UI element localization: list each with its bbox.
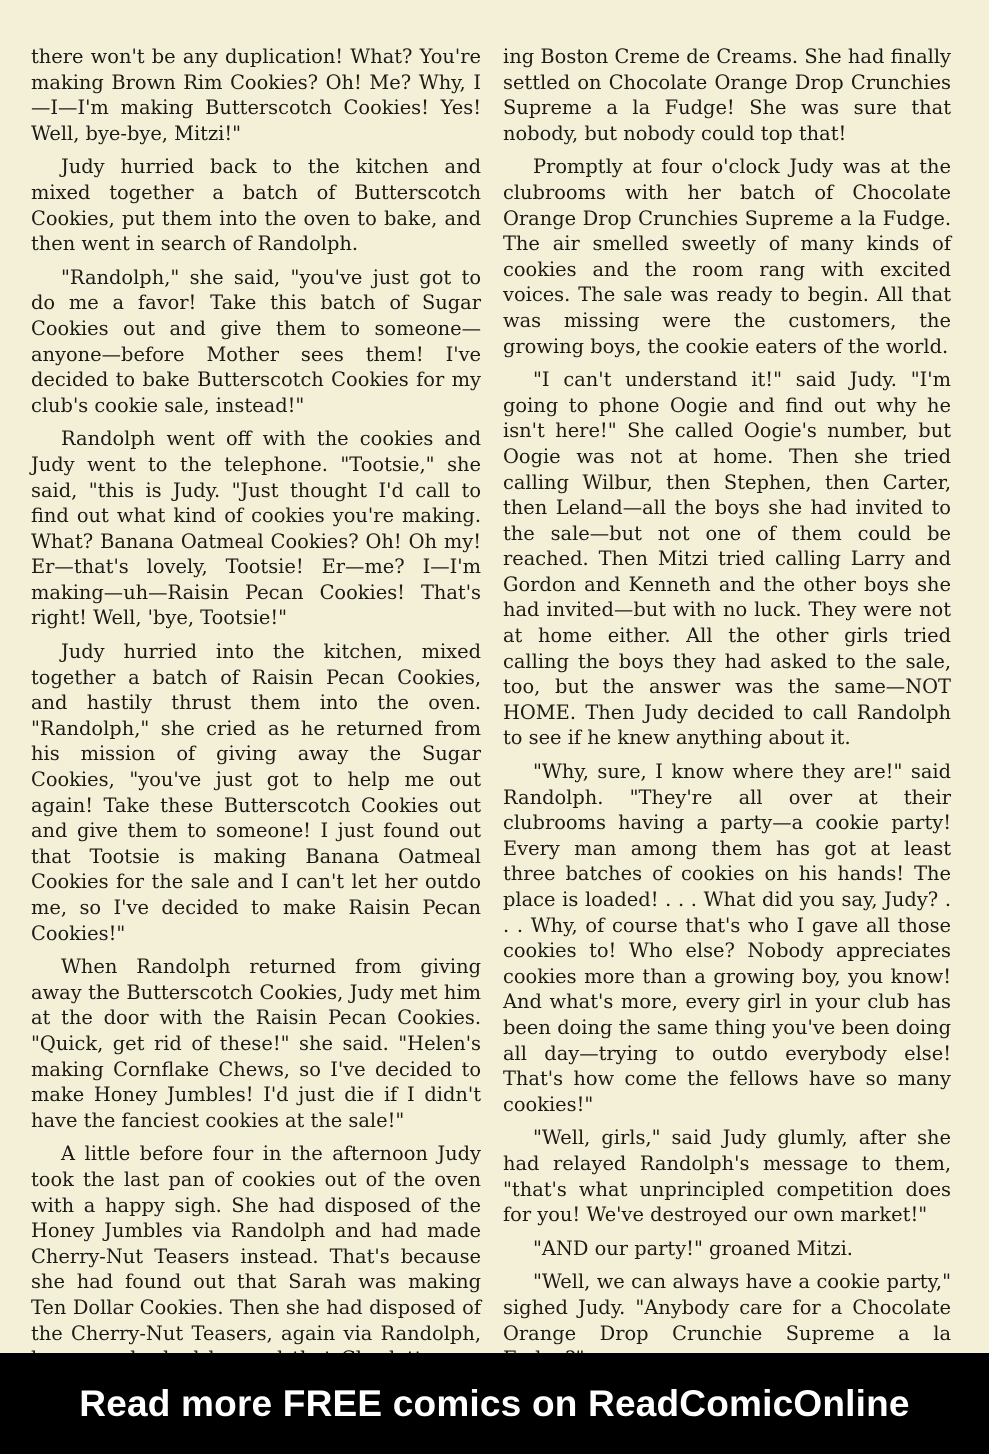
paragraph: Judy hurried back to the kitchen and mixed together a batch of Butterscotch Cookies, put them into the oven to bake, and then went in search of Randolph. xyxy=(31,155,481,256)
footer-banner[interactable] xyxy=(0,1353,989,1454)
footer-link-text[interactable]: Read more FREE comics on ReadComicOnline xyxy=(79,1382,910,1424)
paragraph: "Well, girls," said Judy glumly, after she had relayed Randolph's message to them, "that's what unprincipled competition does for you! We've destroyed our own market!" xyxy=(503,1126,951,1227)
paragraph: Judy hurried into the kitchen, mixed together a batch of Raisin Pecan Cookies, and hastily thrust them into the oven. "Randolph," she cried as he returned from his mission of giving away the Sugar Cookies, "you've just got to help me out again! Take these Butterscotch Cookies out and give them to someone! I just found out that Tootsie is making Banana Oatmeal Cookies for the sale and I can't let her outdo me, so I've decided to make Raisin Pecan Cookies!" xyxy=(31,640,481,945)
paragraph: "Why, sure, I know where they are!" said Randolph. "They're all over at their clubrooms having a party—a cookie party! Every man among them has got at least three batches of cookies on his hands! The place is loaded! . . . What did you say, Judy? . . . Why, of course that's who I gave all those cookies to! Who else? Nobody appreciates cookies more than a growing boy, you know! And what's more, every girl in your club has been doing the same thing you've been doing all day—trying to outdo everybody else! That's how come the fellows have so many cookies!" xyxy=(503,760,951,1116)
right-text-column xyxy=(503,44,951,1380)
paragraph: "Randolph," she said, "you've just got to do me a favor! Take this batch of Sugar Cookies out and give them to someone—anyone—before Mother sees them! I've decided to bake Butterscotch Cookies for my club's cookie sale, instead!" xyxy=(31,265,481,417)
paragraph: there won't be any duplication! What? You're making Brown Rim Cookies? Oh! Me? Why, I—I—I'm making Butterscotch Cookies! Yes! Well, bye-bye, Mitzi!" xyxy=(31,45,481,145)
paragraph: "Well, we can always have a cookie party," sighed Judy. "Anybody care for a Chocolate Orange Drop Crunchie Supreme a la xyxy=(503,1270,951,1345)
paragraph: "AND our party!" groaned Mitzi. xyxy=(533,1236,853,1260)
paragraph: When Randolph returned from giving away the Butterscotch Cookies, Judy met him at the door with the Raisin Pecan Cookies. "Quick, get rid of these!" she said. "Helen's making Cornflake Chews, so I've decided to make Honey Jumbles! I'd just die if I didn't have the fanciest cookies at the sale!" xyxy=(31,955,481,1132)
left-text-column xyxy=(31,44,481,1405)
paragraph: A little before four in the afternoon Judy took the last pan of cookies out of the oven with a happy sigh. She had disposed of the Honey Jumbles via Randolph and had made Cherry-Nut Teasers instead. That's because she had found out that Sarah was making Ten Dollar Cookies. Then she had disposed of the Cherry-Nut Teasers, again via Randolph, xyxy=(31,1142,481,1345)
paragraph: Randolph went off with the cookies and Judy went to the telephone. "Tootsie," she said, "this is Judy. "Just thought I'd call to find out what kind of cookies you're making. What? Banana Oatmeal Cookies? Oh! Oh my! Er—that's lovely, Tootsie! Er—me? I—I'm making—uh—Raisin Pecan Cookies! That's right! Well, 'bye, Tootsie!" xyxy=(31,427,481,630)
paragraph: "I can't understand it!" said Judy. "I'm going to phone Oogie and find out why he isn't here!" She called Oogie's number, but Oogie was not at home. Then she tried calling Wilbur, then Stephen, then Carter, then Leland—all the boys she had invited to the sale—but not one of them could be reached. Then Mitzi tried calling Larry and Gordon and Kenneth and the other boys she had invited—but with no luck. They were not at home either. All the other girls tried calling the boys they had asked to the sale, too, but the answer was the same—NOT HOME. Then Judy decided to call Randolph to see if he knew anything about it. xyxy=(503,368,951,750)
paragraph: ing Boston Creme de Creams. She had finally settled on Chocolate Orange Drop Crunchies Supreme a la Fudge! She was sure that nobody, but nobody could top that! xyxy=(503,45,951,145)
paragraph: Promptly at four o'clock Judy was at the clubrooms with her batch of Chocolate Orange Drop Crunchies Supreme a la Fudge. The air smelled sweetly of many kinds of cookies and the room rang with excited voices. The sale was ready to begin. All that was missing were the customers, the growing boys, the cookie eaters of the world. xyxy=(503,155,951,358)
